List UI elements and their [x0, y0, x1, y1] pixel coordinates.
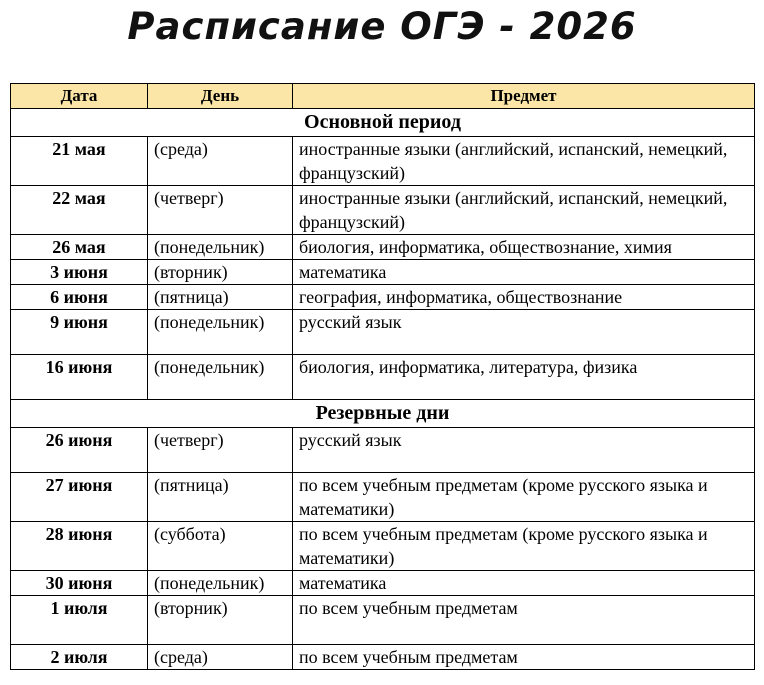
exam-date: 22 мая [11, 186, 148, 235]
table-row [11, 355, 755, 400]
section-row-reserve-days [11, 400, 755, 428]
exam-subject: по всем учебным предметам (кроме русского языка и математики) [293, 473, 755, 522]
exam-weekday: (пятница) [148, 473, 293, 522]
exam-date: 6 июня [11, 285, 148, 310]
table-row [11, 428, 755, 473]
exam-subject: по всем учебным предметам [293, 596, 755, 645]
exam-weekday: (четверг) [148, 428, 293, 473]
exam-date: 2 июля [11, 645, 148, 670]
exam-date: 26 мая [11, 235, 148, 260]
exam-weekday: (вторник) [148, 260, 293, 285]
table-row [11, 596, 755, 645]
exam-subject: математика [293, 571, 755, 596]
header-day: День [148, 84, 293, 109]
header-date: Дата [11, 84, 148, 109]
exam-date: 9 июня [11, 310, 148, 355]
table-header-row [11, 84, 755, 109]
exam-weekday: (четверг) [148, 186, 293, 235]
exam-date: 3 июня [11, 260, 148, 285]
exam-date: 26 июня [11, 428, 148, 473]
exam-weekday: (среда) [148, 645, 293, 670]
section-label: Резервные дни [11, 400, 755, 428]
exam-date: 1 июля [11, 596, 148, 645]
section-label: Основной период [11, 109, 755, 137]
exam-weekday: (понедельник) [148, 355, 293, 400]
table-row [11, 260, 755, 285]
exam-weekday: (пятница) [148, 285, 293, 310]
exam-weekday: (понедельник) [148, 235, 293, 260]
table-row [11, 235, 755, 260]
section-row-main-period [11, 109, 755, 137]
table-row [11, 473, 755, 522]
exam-date: 30 июня [11, 571, 148, 596]
table-row [11, 571, 755, 596]
exam-subject: русский язык [293, 428, 755, 473]
exam-subject: русский язык [293, 310, 755, 355]
exam-subject: математика [293, 260, 755, 285]
table-row [11, 522, 755, 571]
exam-weekday: (понедельник) [148, 310, 293, 355]
exam-subject: по всем учебным предметам (кроме русского языка и математики) [293, 522, 755, 571]
exam-subject: биология, информатика, обществознание, химия [293, 235, 755, 260]
exam-weekday: (вторник) [148, 596, 293, 645]
exam-weekday: (понедельник) [148, 571, 293, 596]
exam-date: 27 июня [11, 473, 148, 522]
table-row [11, 137, 755, 186]
exam-subject: по всем учебным предметам [293, 645, 755, 670]
exam-date: 28 июня [11, 522, 148, 571]
exam-subject: география, информатика, обществознание [293, 285, 755, 310]
exam-subject: биология, информатика, литература, физика [293, 355, 755, 400]
exam-weekday: (суббота) [148, 522, 293, 571]
exam-subject: иностранные языки (английский, испанский, немецкий, французский) [293, 186, 755, 235]
exam-weekday: (среда) [148, 137, 293, 186]
header-subject: Предмет [293, 84, 755, 109]
schedule-table [10, 83, 755, 670]
exam-date: 16 июня [11, 355, 148, 400]
table-row [11, 186, 755, 235]
table-row [11, 645, 755, 670]
table-row [11, 310, 755, 355]
page-title: Расписание ОГЭ - 2026 [127, 5, 637, 48]
exam-subject: иностранные языки (английский, испанский, немецкий, французский) [293, 137, 755, 186]
table-row [11, 285, 755, 310]
exam-date: 21 мая [11, 137, 148, 186]
